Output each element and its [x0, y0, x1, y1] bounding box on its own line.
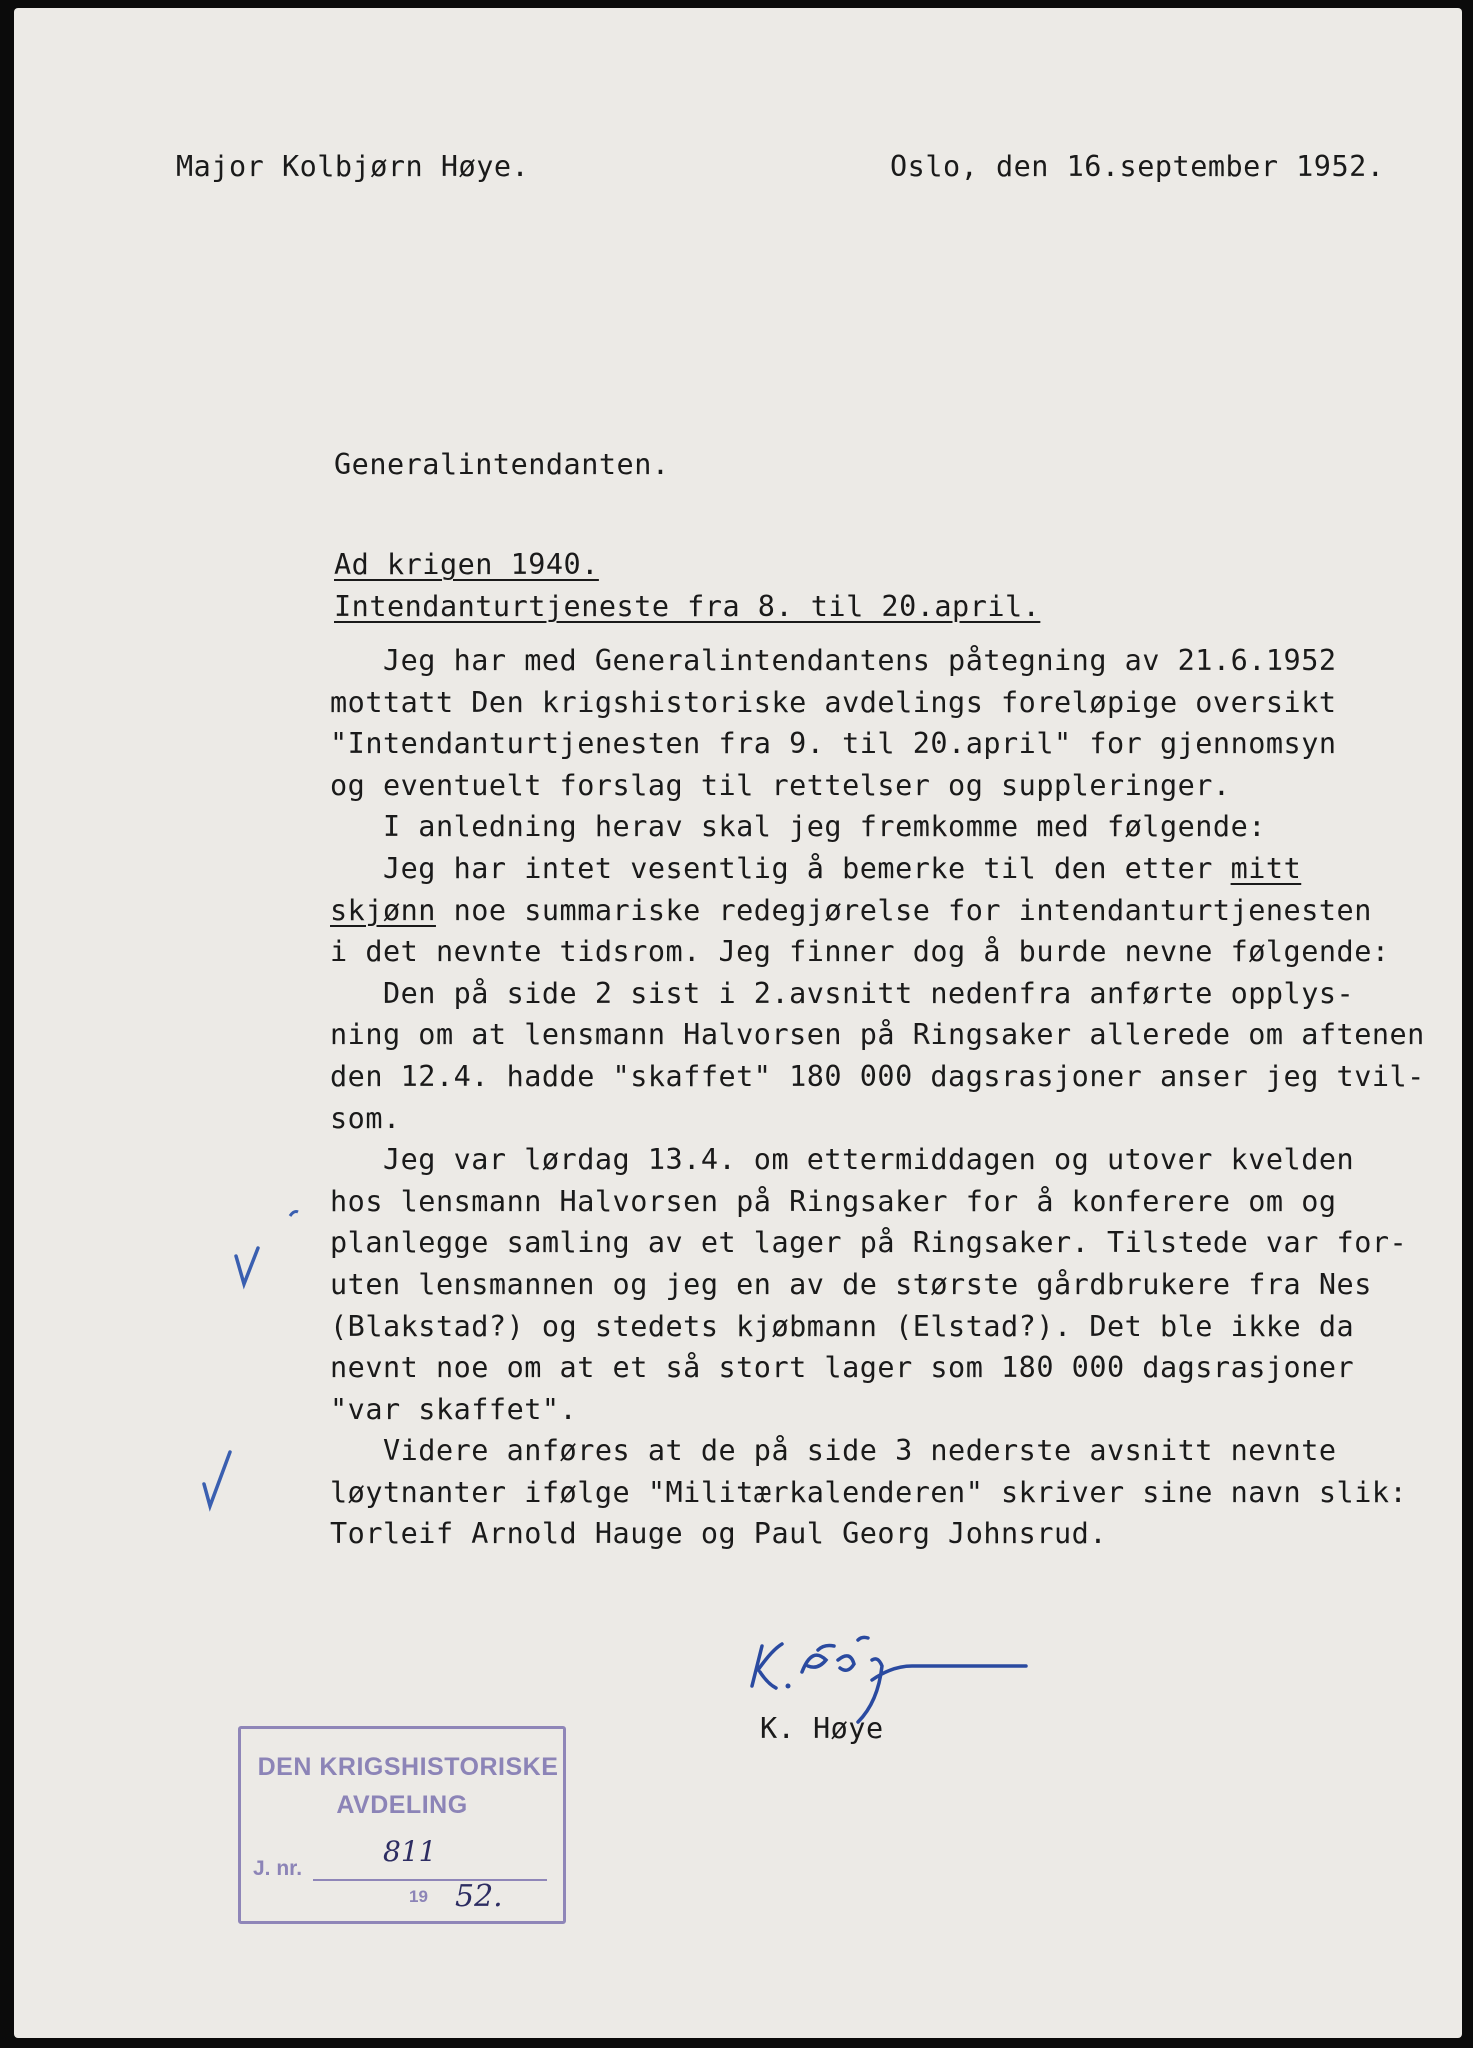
stamp-line-1: DEN KRIGSHISTORISKE — [257, 1753, 559, 1781]
underlined-word: skjønn — [330, 893, 436, 927]
body-line: og eventuelt forslag til rettelser og suppleringer. — [330, 768, 1231, 802]
archive-stamp — [238, 1726, 566, 1924]
body-line: planlegge samling av et lager på Ringsaker. Tilstede var for- — [330, 1226, 1408, 1260]
recipient-line: Generalintendanten. — [334, 448, 670, 481]
body-line: Videre anføres at de på side 3 nederste avsnitt nevnte — [330, 1434, 1337, 1468]
stamp-jnr-label: J. nr. — [253, 1857, 303, 1880]
body-line: Jeg har med Generalintendantens påtegning av 21.6.1952 — [330, 644, 1337, 677]
document-page — [14, 8, 1462, 2038]
body-line: Den på side 2 sist i 2.avsnitt nedenfra anførte opplys- — [330, 976, 1355, 1010]
body-line: mottatt Den krigshistoriske avdelings foreløpige oversikt — [330, 685, 1337, 719]
body-line — [330, 890, 1425, 932]
body-line: (Blakstad?) og stedets kjøbmann (Elstad?). Det ble ikke da — [330, 1309, 1355, 1343]
subject-line-2: Intendanturtjeneste fra 8. til 20.april. — [334, 590, 1041, 623]
small-tick-mark — [290, 1212, 298, 1217]
stamp-handwritten-number: 811 — [383, 1835, 437, 1868]
checkmark-icon — [204, 1452, 230, 1506]
margin-checkmarks — [194, 1208, 314, 1528]
body-line: som. — [330, 1101, 401, 1135]
stamp-jnr-line — [313, 1879, 547, 1881]
typed-signature: K. Høye — [760, 1712, 884, 1745]
body-line — [330, 848, 1425, 890]
body-line: nevnt noe om at et så stort lager som 180 000 dagsrasjoner — [330, 1351, 1355, 1385]
sender-line: Major Kolbjørn Høye. — [176, 150, 530, 183]
body-line: løytnanter ifølge "Militærkalenderen" skriver sine navn slik: — [330, 1475, 1408, 1509]
stamp-handwritten-year: 52. — [455, 1879, 503, 1914]
body-line: "var skaffet". — [330, 1392, 578, 1426]
letter-body — [330, 640, 1425, 1555]
body-text: Jeg har intet vesentlig å bemerke til den etter — [330, 851, 1231, 885]
underlined-word: mitt — [1230, 851, 1302, 885]
body-line: I anledning herav skal jeg fremkomme med følgende: — [330, 810, 1266, 844]
body-line: i det nevnte tidsrom. Jeg finner dog å burde nevne følgende: — [330, 935, 1390, 969]
body-line: hos lensmann Halvorsen på Ringsaker for å konferere om og — [330, 1184, 1337, 1218]
stamp-year-prefix: 19 — [409, 1887, 428, 1906]
date-line: Oslo, den 16.september 1952. — [890, 150, 1385, 183]
subject-line-1: Ad krigen 1940. — [334, 548, 599, 581]
body-text: noe summariske redegjørelse for intendanturtjenesten — [435, 893, 1372, 927]
body-line: uten lensmannen og jeg en av de største gårdbrukere fra Nes — [330, 1267, 1372, 1301]
body-line: den 12.4. hadde "skaffet" 180 000 dagsrasjoner anser jeg tvil- — [330, 1059, 1425, 1093]
body-line: Torleif Arnold Hauge og Paul Georg Johnsrud. — [330, 1517, 1107, 1551]
stamp-line-2: AVDELING — [336, 1791, 468, 1819]
body-line: Jeg var lørdag 13.4. om ettermiddagen og utover kvelden — [330, 1143, 1355, 1177]
checkmark-icon — [236, 1248, 258, 1284]
body-line: "Intendanturtjenesten fra 9. til 20.april" for gjennomsyn — [330, 727, 1337, 761]
body-line: ning om at lensmann Halvorsen på Ringsaker allerede om aftenen — [330, 1018, 1425, 1052]
